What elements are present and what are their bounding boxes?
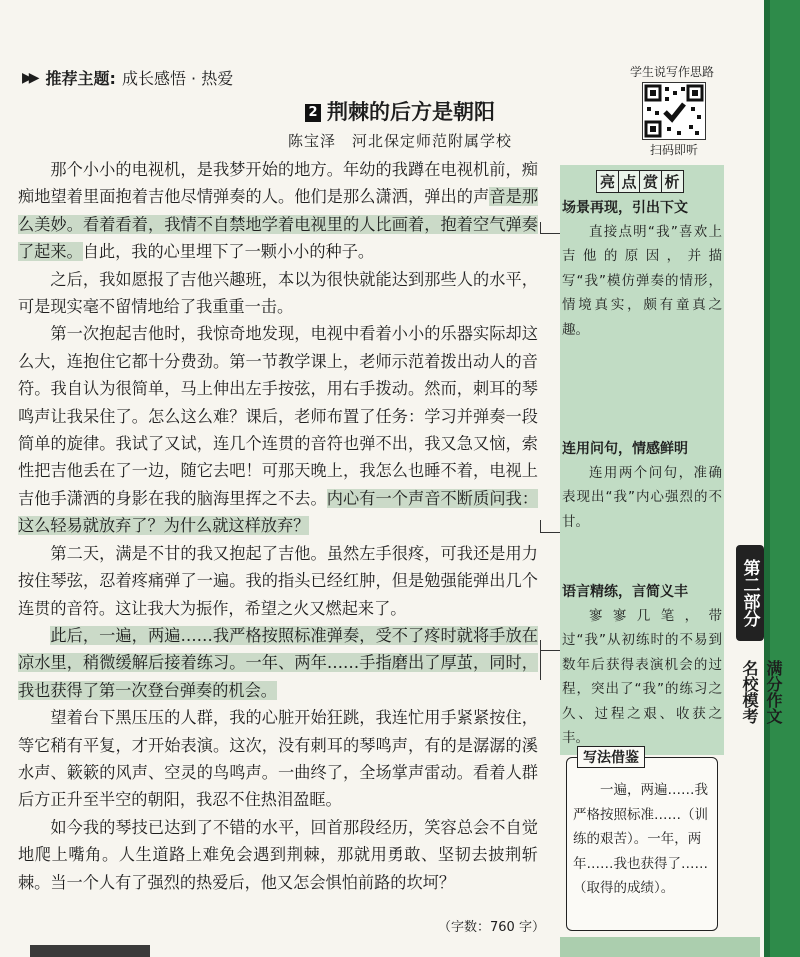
essay-paragraph xyxy=(18,266,538,321)
writing-method-box xyxy=(566,750,718,931)
connector-line xyxy=(540,650,560,651)
connector-line xyxy=(540,233,560,234)
highlights-header xyxy=(596,170,682,193)
paragraph-text: 第二天，满是不甘的我又抱起了吉他。虽然左手很疼，可我还是用力按住琴弦，忍着疼痛弹了一遍。我的指头已经红肿，但是勉强能弹出几个连贯的音符。这让我大为振作，希望之火又燃起来了。 xyxy=(18,543,538,618)
note-heading: 连用问句，情感鲜明 xyxy=(562,441,688,457)
connector-line xyxy=(540,532,560,533)
author-school: 河北保定师范附属学校 xyxy=(352,132,513,150)
essay-number-badge: 2 xyxy=(305,104,321,122)
essay-paragraph xyxy=(18,622,538,704)
header-char: 析 xyxy=(661,170,684,193)
header-char: 赏 xyxy=(639,170,662,193)
annotation-note xyxy=(562,196,722,342)
essay-paragraph xyxy=(18,156,538,266)
qr-scan-label: 扫码即听 xyxy=(649,143,698,157)
highlighted-text: 音是那么美妙。看着看着，我情不自禁地学着电视里的人比画着，抱着空气弹奏了起来。 xyxy=(18,187,539,262)
bottom-green-strip xyxy=(560,937,760,957)
note-heading: 语言精练，言简义丰 xyxy=(562,584,688,600)
double-arrow-icon: ▶▶ xyxy=(22,69,36,86)
note-text: 寥寥几笔，带过“我”从初练时的不易到数年后获得表演机会的过程，突出了“我”的练习之久、过程之艰、收获之丰。 xyxy=(562,608,722,747)
section-subtitle: 名校模考 xyxy=(740,660,759,724)
paragraph-text: 那个小小的电视机，是我梦开始的地方。年幼的我蹲在电视机前，痴痴地望着里面抱着吉他尽情弹奏的人。他们是那么潇洒，弹出的声 xyxy=(18,160,538,207)
paragraph-text: 望着台下黑压压的人群，我的心脏开始狂跳，我连忙用手紧紧按住，等它稍有平复，才开始表演。这次，没有刺耳的琴鸣声，有的是潺潺的溪水声、簌簌的风声、空灵的鸟鸣声。一曲终了，全场掌声雷动。看着人群后方正升至半空的朝阳，我忍不住热泪盈眶。 xyxy=(18,708,538,810)
paragraph-text: 如今我的琴技已达到了不错的水平，回首那段经历，笑容总会不自觉地爬上嘴角。人生道路上难免会遇到荆棘，那就用勇敢、坚韧去披荆斩棘。当一个人有了强烈的热爱后，他又怎会惧怕前路的坎坷？ xyxy=(18,817,538,892)
header-char: 点 xyxy=(618,170,641,193)
essay-paragraph xyxy=(18,814,538,896)
bottom-dark-strip xyxy=(30,945,150,957)
author-line xyxy=(0,130,800,151)
essay-title-text: 荆棘的后方是朝阳 xyxy=(327,100,495,124)
topic-value: 成长感悟 · 热爱 xyxy=(121,69,234,88)
essay-paragraph xyxy=(18,704,538,814)
highlighted-text: 此后，一遍，两遍……我严格按照标准弹奏，受不了疼时就将手放在凉水里，稍微缓解后接着练习。一年、两年……手指磨出了厚茧，同时，我也获得了第一次登台弹奏的机会。 xyxy=(18,625,538,700)
header-char: 亮 xyxy=(596,170,619,193)
connector-line xyxy=(540,520,541,532)
note-text: 直接点明“我”喜欢上吉他的原因，并描写“我”模仿弹奏的情形，情境真实，颇有童真之趣。 xyxy=(562,224,722,338)
connector-line xyxy=(540,222,541,234)
annotation-note xyxy=(562,580,722,750)
recommended-topic xyxy=(22,66,233,89)
essay-title xyxy=(0,96,800,126)
paragraph-text: 第一次抱起吉他时，我惊奇地发现，电视中看着小小的乐器实际却这么大，连抱住它都十分费劲。第一节教学课上，老师示范着拨出动人的音符。我自认为很简单，马上伸出左手按弦，用右手拨动。然而，刺耳的琴鸣声让我呆住了。怎么这么难？课后，老师布置了任务：学习并弹奏一段简单的旋律。我试了又试，连几个连贯的音符也弹不出，我又急又恼，索性把吉他丢在了一边，随它去吧！可那天晚上，我怎么也睡不着，电视上吉他手潇洒的身影在我的脑海里挥之不去。 xyxy=(18,324,538,508)
annotation-note xyxy=(562,437,722,534)
writing-method-title: 写法借鉴 xyxy=(577,746,645,768)
paragraph-text: 自此，我的心里埋下了一颗小小的种子。 xyxy=(82,242,375,262)
highlighted-text: 内心有一个声音不断质问我：这么轻易就放弃了？为什么就这样放弃？ xyxy=(18,488,539,536)
word-count: （字数：760 字） xyxy=(438,920,545,935)
writing-method-text: 一遍，两遍……我严格按照标准……（训练的艰苦）。一年，两年……我也获得了……（取得的成绩）。 xyxy=(573,782,708,896)
author-name: 陈宝泽 xyxy=(287,132,336,150)
note-heading: 场景再现，引出下文 xyxy=(562,200,688,216)
note-text: 连用两个问句，准确表现出“我”内心强烈的不甘。 xyxy=(562,465,722,530)
essay-paragraph xyxy=(18,320,538,539)
essay-body xyxy=(18,156,538,896)
section-subtitle: 满分作文 xyxy=(764,660,783,724)
topic-label: 推荐主题: xyxy=(45,69,116,88)
paragraph-text: 之后，我如愿报了吉他兴趣班，本以为很快就能达到那些人的水平，可是现实毫不留情地给了我重重一击。 xyxy=(18,269,538,317)
section-tab: 第二部分 xyxy=(736,545,764,641)
connector-line xyxy=(540,640,541,680)
qr-caption: 学生说写作思路 xyxy=(629,65,714,79)
essay-paragraph xyxy=(18,540,538,622)
